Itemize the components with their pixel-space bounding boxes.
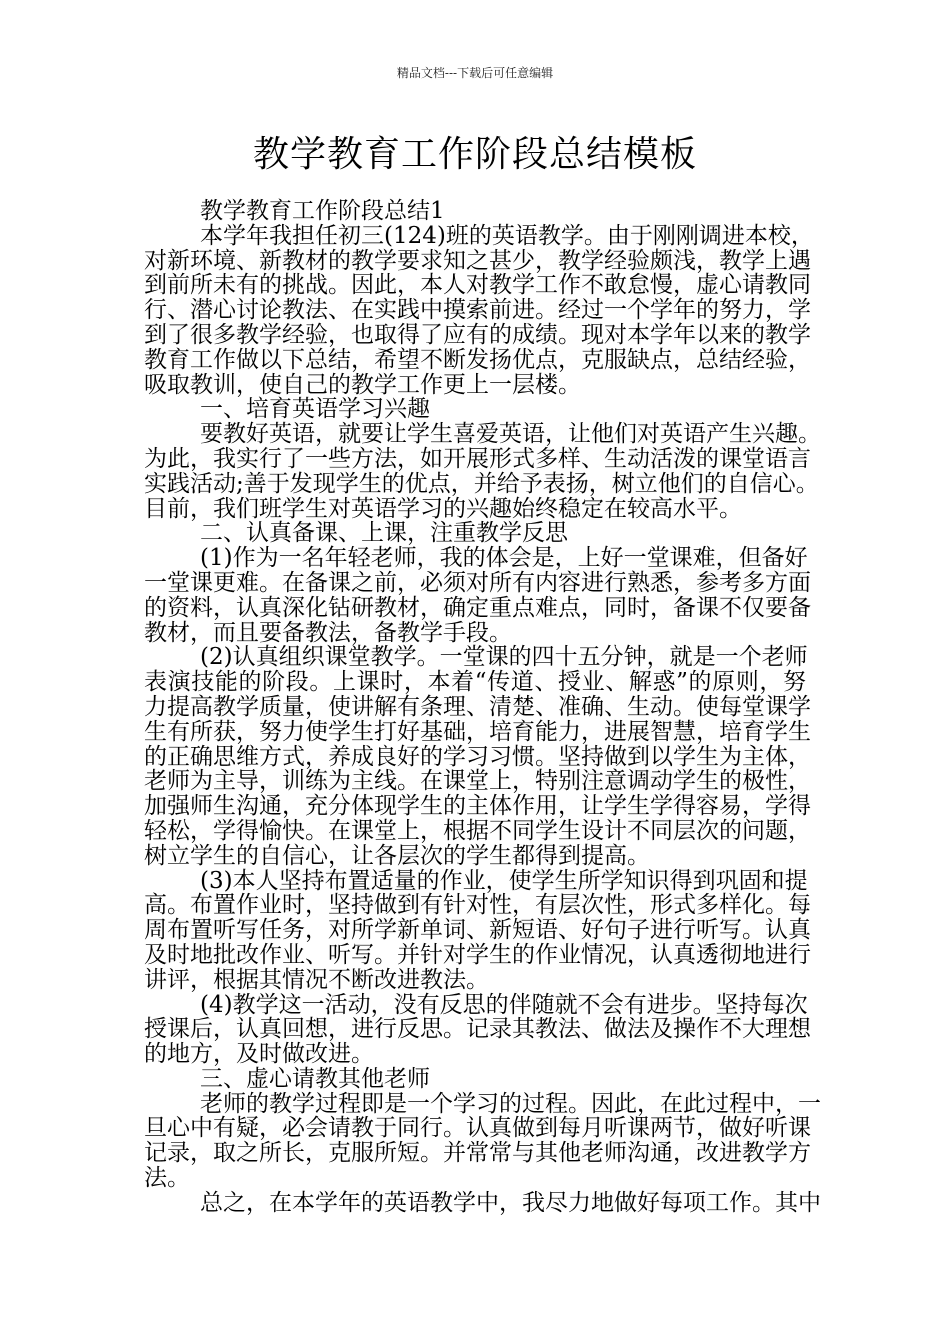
paragraph — [144, 991, 811, 1068]
text-line: 表演技能的阶段。上课时，本着“传道、授业、解惑”的原则，努 — [144, 669, 806, 696]
paragraph — [144, 1090, 821, 1192]
paragraph — [144, 644, 811, 869]
text-line: 的资料，认真深化钻研教材，确定重点难点，同时，备课不仅要备 — [144, 594, 811, 621]
page-header: 精品文档---下载后可任意编辑 — [396, 66, 554, 80]
text-line: 老师的教学过程即是一个学习的过程。因此，在此过程中，一 — [200, 1090, 821, 1117]
text-line: 旦心中有疑，必会请教于同行。认真做到每月听课两节，做好听课 — [144, 1115, 811, 1142]
text-line: 生有所获，努力使学生打好基础，培育能力，进展智慧，培育学生 — [144, 718, 811, 745]
document-body — [144, 198, 821, 1216]
text-line: 力提高教学质量，使讲解有条理、清楚、准确、生动。使每堂课学 — [144, 693, 811, 720]
text-line: (2)认真组织课堂教学。一堂课的四十五分钟，就是一个老师 — [200, 644, 808, 671]
text-line: 对新环境、新教材的教学要求知之甚少，教学经验颇浅，教学上遇 — [144, 247, 811, 274]
text-line: 的正确思维方式，养成良好的学习习惯。坚持做到以学生为主体， — [144, 743, 811, 770]
text-line: 一、培育英语学习兴趣 — [200, 396, 430, 423]
text-line: 树立学生的自信心，让各层次的学生都得到提高。 — [144, 842, 650, 869]
text-line: 教材，而且要备教法，备教学手段。 — [144, 619, 512, 646]
text-line: (4)教学这一活动，没有反思的伴随就不会有进步。坚持每次 — [200, 991, 808, 1018]
text-line: 三、虚心请教其他老师 — [200, 1065, 430, 1092]
text-line: 吸取教训，使自己的教学工作更上一层楼。 — [144, 371, 581, 398]
text-line: (3)本人坚持布置适量的作业，使学生所学知识得到巩固和提 — [200, 867, 808, 894]
text-line: 教学教育工作阶段总结1 — [200, 198, 445, 224]
paragraph — [144, 521, 806, 546]
paragraph — [144, 397, 806, 422]
paragraph — [144, 1067, 806, 1092]
text-line: 到了很多教学经验，也取得了应有的成绩。现对本学年以来的教学 — [144, 321, 811, 348]
text-line: 实践活动;善于发现学生的优点，并给予表扬，树立他们的自信心。 — [144, 470, 819, 497]
text-line: 行、潜心讨论教法、在实践中摸索前进。经过一个学年的努力，学 — [144, 297, 811, 324]
text-line: 的地方，及时做改进。 — [144, 1041, 374, 1068]
text-line: 到前所未有的挑战。因此，本人对教学工作不敢怠慢，虚心请教同 — [144, 272, 811, 299]
text-line: 加强师生沟通，充分体现学生的主体作用，让学生学得容易，学得 — [144, 793, 811, 820]
text-line: 二、认真备课、上课，注重教学反思 — [200, 520, 568, 547]
text-line: 法。 — [144, 1165, 190, 1192]
text-line: 一堂课更难。在备课之前，必须对所有内容进行熟悉，参考多方面 — [144, 569, 811, 596]
paragraph — [144, 421, 821, 522]
paragraph — [144, 222, 814, 398]
paragraph — [144, 545, 811, 646]
text-line: 本学年我担任初三(124)班的英语教学。由于刚刚调进本校， — [200, 222, 814, 249]
paragraph — [144, 867, 811, 993]
text-line: 周布置听写任务，对所学新单词、新短语、好句子进行听写。认真 — [144, 917, 811, 944]
text-line: 记录，取之所长，克服所短。并常常与其他老师沟通，改进教学方 — [144, 1140, 811, 1167]
text-line: 授课后，认真回想，进行反思。记录其教法、做法及操作不大理想 — [144, 1016, 811, 1043]
text-line: 为此，我实行了一些方法，如开展形式多样、生动活泼的课堂语言 — [144, 445, 811, 472]
text-line: 教育工作做以下总结，希望不断发扬优点，克服缺点，总结经验， — [144, 346, 811, 373]
text-line: 及时地批改作业、听写。并针对学生的作业情况，认真透彻地进行 — [144, 941, 811, 968]
paragraph — [144, 1189, 821, 1216]
document-title: 教学教育工作阶段总结模板 — [252, 134, 697, 175]
text-line: (1)作为一名年轻老师，我的体会是，上好一堂课难，但备好 — [200, 545, 808, 572]
text-line: 总之，在本学年的英语教学中，我尽力地做好每项工作。其中 — [200, 1189, 821, 1216]
text-line: 要教好英语，就要让学生喜爱英语，让他们对英语产生兴趣。 — [200, 421, 821, 448]
text-line: 目前，我们班学生对英语学习的兴趣始终稳定在较高水平。 — [144, 495, 742, 522]
text-line: 高。布置作业时，坚持做到有针对性，有层次性，形式多样化。每 — [144, 892, 811, 919]
text-line: 老师为主导，训练为主线。在课堂上，特别注意调动学生的极性， — [144, 768, 811, 795]
text-line: 轻松，学得愉快。在课堂上，根据不同学生设计不同层次的问题， — [144, 817, 811, 844]
paragraph — [144, 199, 806, 224]
text-line: 讲评，根据其情况不断改进教法。 — [144, 966, 489, 993]
